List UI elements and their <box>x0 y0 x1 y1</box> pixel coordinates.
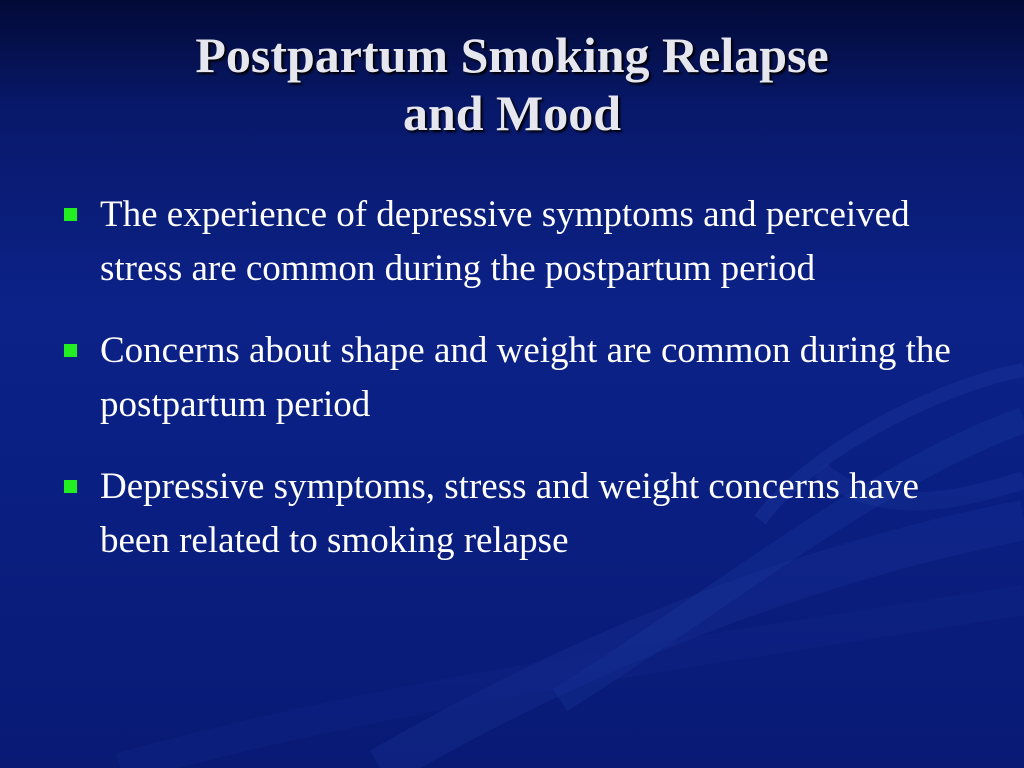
green-square-bullet-icon <box>64 480 77 493</box>
green-square-bullet-icon <box>64 344 77 357</box>
slide-title-line: Postpartum Smoking Relapse <box>195 27 829 83</box>
bullet-text: Depressive symptoms, stress and weight concerns have been related to smoking relapse <box>100 466 919 561</box>
bullet-item <box>62 460 962 568</box>
slide-title-line: and Mood <box>402 85 622 141</box>
bullet-text: Concerns about shape and weight are common during the postpartum period <box>100 330 951 425</box>
bullet-item <box>62 324 962 432</box>
bullet-item <box>62 188 962 296</box>
slide-title <box>60 26 964 142</box>
bullet-text: The experience of depressive symptoms and perceived stress are common during the postpartum period <box>100 194 910 289</box>
green-square-bullet-icon <box>64 208 77 221</box>
bullet-list <box>62 188 962 596</box>
